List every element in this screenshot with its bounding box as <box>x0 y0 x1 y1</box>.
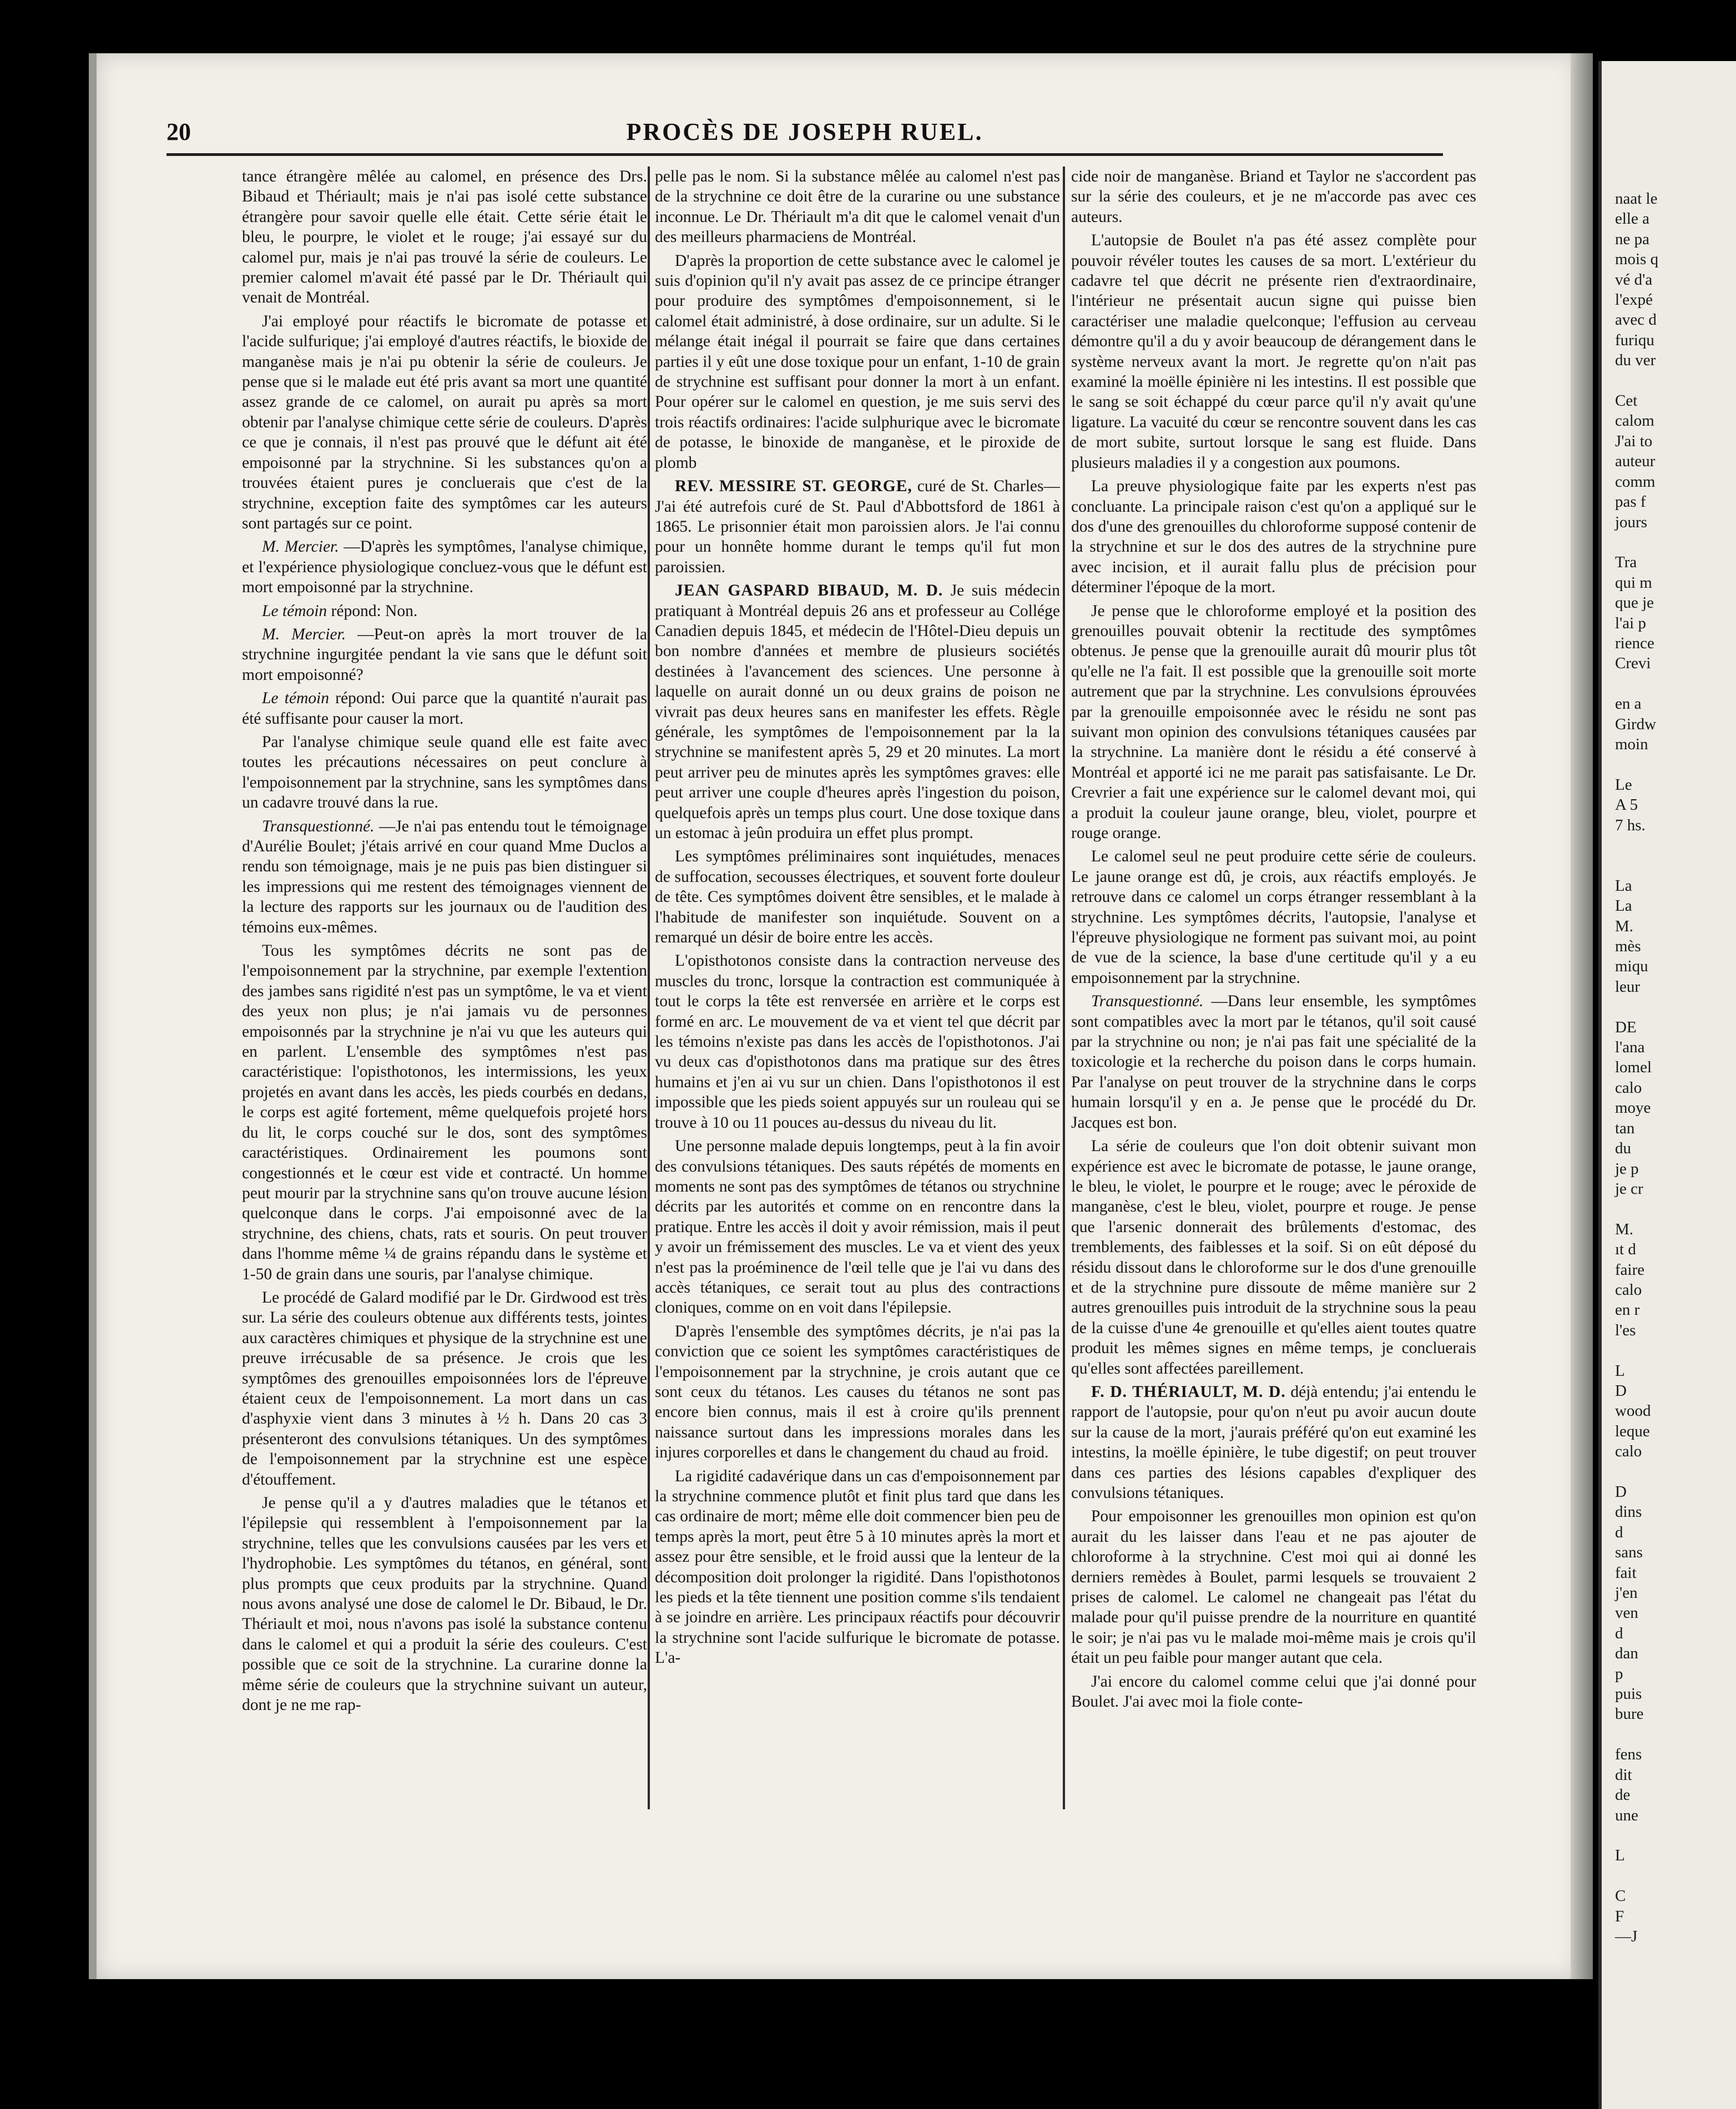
running-title: PROCÈS DE JOSEPH RUEL. <box>626 118 983 145</box>
column-3 <box>1071 167 1476 1832</box>
fragment-line: d <box>1615 1624 1623 1642</box>
fragment-line: faire <box>1615 1260 1645 1279</box>
fragment-line: Crevi <box>1615 654 1651 673</box>
fragment-line: qui m <box>1615 573 1652 592</box>
fragment-line: elle a <box>1615 210 1649 228</box>
paragraph-text: déjà entendu; j'ai entendu le rapport de l'autopsie, pour qu'on n'eut pu avoir aucun doute sur la cause de la mort, j'aurais préféré qu'on eut examiné les intestins, la moëlle épinière, le tube digestif; on peut trouver dans ces parties des lésions capables d'expliquer des convulsions tétaniques. <box>1071 1383 1476 1502</box>
fragment-line: du <box>1615 1139 1631 1158</box>
paragraph <box>655 581 1060 843</box>
paragraph <box>655 1466 1060 1668</box>
fragment-line: La <box>1615 897 1632 915</box>
paragraph-text: J'ai employé pour réactifs le bicromate de potasse et l'acide sulfurique; j'ai employé d'autres réactifs, le bioxide de manganèse mais je n'ai pu obtenir la série de couleurs. Je pense que si le malade eut été pris avant sa mort une quantité assez grande de ce calomel, on aurait pu après sa mort obtenir par l'analyse chimique cette série de couleurs. D'après ce que je connais, il n'est pas prouvé que le défunt ait été empoisonné par la strychnine. Si les substances qu'on a trouvées étaient pures je concluerais que c'est de la strychnine, exception faite des symptômes car les auteurs sont partagés sur ce point. <box>242 312 647 532</box>
fragment-line: sans <box>1615 1543 1643 1562</box>
fragment-line: je p <box>1615 1159 1639 1178</box>
fragment-line <box>1602 835 1736 855</box>
paragraph <box>655 951 1060 1133</box>
fragment-line: d <box>1615 1523 1623 1541</box>
fragment-line <box>1602 855 1736 875</box>
fragment-line: Girdw <box>1615 715 1657 733</box>
fragment-line: auteur <box>1615 452 1656 471</box>
fragment-line: jours <box>1615 513 1647 531</box>
paragraph-text: La série de couleurs que l'on doit obtenir suivant mon expérience est avec le bicromate de potasse, le jaune orange, le bleu, le violet, le pourpre et le rouge; avec le péroxide de manganèse, c'est le bleu, violet, pourpre et rouge. Je pense que l'arsenic donnerait des brûlements d'estomac, des tremblements, des faiblesses et la soif. Si on eût déposé du résidu dissout dans le chloroforme sur le dos d'une grenouille et de la strychnine pure dissoute de même manière sur 2 autres grenouilles puis introduit de la strychnine sous la peau de la cuisse d'une 4e grenouille et qu'elles aient toutes quatre produit les mêmes signes en même temps, je concluerais qu'elles sont affectées pareillement. <box>1071 1137 1476 1378</box>
page-header <box>166 118 1443 151</box>
fragment-line: calo <box>1615 1280 1642 1299</box>
fragment-line: vé d'a <box>1615 270 1653 289</box>
fragment-line <box>1602 1866 1736 1886</box>
paragraph <box>655 251 1060 473</box>
fragment-line: de <box>1615 1786 1631 1804</box>
paragraph <box>242 1288 647 1490</box>
fragment-line: dins <box>1615 1503 1642 1521</box>
adjacent-page-fragment <box>1598 61 1736 2109</box>
paragraph-text: Par l'analyse chimique seule quand elle est faite avec toutes les précautions nécessaires on peut conclure à l'empoisonnement par la strychnine, sans les symptômes dans un cadavre trouvé dans la rue. <box>242 733 647 812</box>
paragraph-text: Je suis médecin pratiquant à Montréal depuis 26 ans et professeur au Collége Canadien depuis 1845, et médecin de l'Hôtel-Dieu depuis un bon nombre d'années et membre de plusieurs sociétés destinées à l'avancement des sciences. Une personne à laquelle on aurait donné un ou deux grains de poison ne vivrait pas deux heures sans en manifester les effets. Règle générale, les symptômes de l'empoisonnement par la la strychnine se manifestent après 5, 29 et 20 minutes. La mort peut arriver peu de minutes après les symptômes graves: elle peut arriver une couple d'heures après l'ingestion du poison, quelquefois après un temps plus court. Une dose toxique dans un estomac à jeûn produira un effet plus prompt. <box>655 582 1060 842</box>
paragraph-text: Je pense que le chloroforme employé et la position des grenouilles pouvait obtenir la rectitude des symptômes obtenus. Je pense que la grenouille aurait dû mourir plus tôt qu'elle ne l'a fait. Il est possible que la grenouille soit morte autrement que par la strychnine. Les convulsions éprouvées par la grenouille empoisonnée avec le résidu ne sont pas suivant mon opinion des convulsions tétaniques causées par la strychnine. La manière dont le résidu a été conservé à Montréal et apporté ici ne me parait pas satisfaisante. Le Dr. Crevrier a fait une expérience sur le calomel devant moi, qui a produit la couleur jaune orange, bleu, violet, pourpre et rouge orange. <box>1071 602 1476 842</box>
fragment-line: mois q <box>1615 250 1659 269</box>
fragment-line: avec d <box>1615 311 1657 329</box>
column-divider <box>1063 167 1065 1809</box>
fragment-line <box>1602 1199 1736 1219</box>
paragraph <box>1071 230 1476 473</box>
fragment-line <box>1602 997 1736 1017</box>
paragraph-text: D'après l'ensemble des symptômes décrits, je n'ai pas la conviction que ce soient les symptômes caractéristiques de l'empoisonnement par la strychnine, je crois autant que ce sont ceux du tétanos. Les causes du tétanos ne sont pas encore bien connus, mais il est à croire qu'ils prennent naissance surtout dans les impressions morales dans les injures corporelles et dans le changement du chaud au froid. <box>655 1322 1060 1462</box>
paragraph-text: —Je n'ai pas entendu tout le témoignage d'Aurélie Boulet; j'étais arrivé en cour quand Mme Duclos a rendu son témoignage, mais je ne puis pas bien distinguer si les impressions qui me restent des témoignages viennent de la lecture des rapports sur les journaux ou de l'audition des témoins eux-mêmes. <box>242 817 647 936</box>
paragraph <box>1071 1136 1476 1379</box>
fragment-line: leur <box>1615 977 1641 996</box>
paragraph-text: Une personne malade depuis longtemps, peut à la fin avoir des convulsions tétaniques. Des sauts répétés de moments en moments ne sont pas des symptômes de tétanos ou strychnine décrits par les autorités et comme on en rencontre dans la pratique. Entre les accès il doit y avoir rémission, mais il peut y avoir un frémissement des muscles. Le va et vient des yeux n'est pas la proéminence de l'œil telle que je l'ai vu dans des accès tétaniques, ce serait tout au plus des contractions cloniques, comme on en voit dans l'épilepsie. <box>655 1137 1060 1317</box>
fragment-line: Le <box>1615 775 1632 794</box>
paragraph-text: —Peut-on après la mort trouver de la strychnine ingurgitée pendant la vie sans que le défunt soit mort empoisonné? <box>242 625 647 684</box>
fragment-line: comm <box>1615 472 1656 491</box>
paragraph-text: répond: Oui parce que la quantité n'aurait pas été suffisante pour causer la mort. <box>242 689 647 728</box>
speaker-label: Transquestionné. <box>1091 992 1204 1011</box>
paragraph-text: répond: Non. <box>331 602 418 620</box>
fragment-line: calo <box>1615 1442 1642 1461</box>
speaker-label: M. Mercier. <box>262 625 346 643</box>
fragment-line <box>1602 754 1736 774</box>
page-number: 20 <box>166 118 191 145</box>
paragraph <box>1071 846 1476 988</box>
speaker-label: M. Mercier. <box>262 538 339 556</box>
fragment-line: en a <box>1615 695 1642 713</box>
paragraph-text: Le calomel seul ne peut produire cette série de couleurs. Le jaune orange est dû, je crois, aux réactifs employés. Je retrouve dans ce calomel un corps étranger ressemblant à la strychnine. Les symptômes décrits, l'autopsie, l'analyse et l'épreuve physiologique ne forment pas suivant moi, au point de vue de la science, la base d'une certitude qu'il y a eu empoisonnement par la strychnine. <box>1071 847 1476 987</box>
paragraph <box>655 846 1060 947</box>
paragraph <box>655 167 1060 248</box>
fragment-line <box>1602 371 1736 391</box>
fragment-line: rience <box>1615 634 1654 652</box>
fragment-line: furiqu <box>1615 331 1654 349</box>
witness-name: F. D. THÉRIAULT, M. D. <box>1091 1383 1286 1401</box>
fragment-line: ne pa <box>1615 230 1649 248</box>
witness-name: JEAN GASPARD BIBAUD, M. D. <box>675 582 943 600</box>
fragment-line: du ver <box>1615 351 1656 370</box>
fragment-line: ıt d <box>1615 1240 1636 1259</box>
paragraph <box>1071 1672 1476 1712</box>
paragraph <box>655 1321 1060 1463</box>
fragment-line <box>1602 532 1736 552</box>
paragraph <box>1071 1382 1476 1503</box>
fragment-line: lomel <box>1615 1058 1652 1077</box>
fragment-line: wood <box>1615 1402 1651 1420</box>
fragment-line: une <box>1615 1806 1638 1824</box>
fragment-line: La <box>1615 876 1632 895</box>
paragraph <box>242 601 647 621</box>
column-1 <box>242 167 647 1832</box>
fragment-line: leque <box>1615 1422 1650 1440</box>
fragment-line <box>1602 1724 1736 1744</box>
header-rule <box>166 153 1443 156</box>
fragment-line: je cr <box>1615 1179 1643 1198</box>
fragment-line: F <box>1615 1907 1624 1925</box>
fragment-line: fait <box>1615 1563 1637 1582</box>
fragment-line: calo <box>1615 1078 1642 1097</box>
fragment-line <box>1602 1340 1736 1360</box>
paragraph-text: L'autopsie de Boulet n'a pas été assez complète pour pouvoir révéler toutes les causes de sa mort. L'extérieur du cadavre tel que décrit ne présente rien d'extraordinaire, l'intérieur ne présentait aucun signe qui puisse bien caractériser une maladie quelconque; l'effusion au cerveau démontre qu'il a du y avoir beaucoup de dérangement dans le système nerveux avant la mort. Je regrette qu'on n'ait pas examiné la moëlle épinière ni les intestins. Il est possible que le sang se soit échappé du cœur parce qu'il n'y avait qu'une ligature. La vacuité du cœur se rencontre souvent dans les cas de mort subite, surtout lorsque le sang est fluide. Dans plusieurs maladies il y a congestion aux poumons. <box>1071 231 1476 472</box>
fragment-line: A 5 <box>1615 796 1638 814</box>
paragraph <box>1071 167 1476 227</box>
fragment-line: D <box>1615 1381 1627 1400</box>
fragment-line: l'ai p <box>1615 614 1646 632</box>
paragraph <box>242 537 647 597</box>
fragment-line: Tra <box>1615 553 1637 572</box>
column-2 <box>655 167 1060 1832</box>
fragment-line: 7 hs. <box>1615 816 1646 834</box>
fragment-line: l'es <box>1615 1321 1636 1339</box>
fragment-line: miqu <box>1615 957 1648 976</box>
paragraph <box>242 167 647 308</box>
fragment-line: tan <box>1615 1119 1635 1137</box>
paragraph-text: Les symptômes préliminaires sont inquiétudes, menaces de suffocation, secousses électriques, et souvent forte douleur de tête. Ces symptômes doivent être sensibles, et le malade à l'habitude de manifester son inquiétude. Souvent on a remarqué un désir de boire entre les accès. <box>655 847 1060 947</box>
paragraph-text: D'après la proportion de cette substance avec le calomel je suis d'opinion qu'il n'y avait pas assez de ce principe étranger pour produire des symptômes d'empoisonnement, si le calomel était administré, à dose ordinaire, sur un adulte. Si le mélange était inégal il pourrait se faire que dans certaines parties il y eût une dose toxique pour un enfant, 1-10 de grain de strychnine est suffisant pour donner la mort à un enfant. Pour opérer sur le calomel en question, je me suis servi des trois réactifs ordinaires: l'acide sulphurique avec le bicromate de potasse, le binoxide de manganèse, et le piroxide de plomb <box>655 251 1060 472</box>
paragraph-text: Je pense qu'il a y d'autres maladies que le tétanos et l'épilepsie qui ressemblent à l'empoisonnement par la strychnine, telles que les convulsions causées par les vers et l'hydrophobie. Les symptômes du tétanos, en général, sont plus prompts que ceux produits par la strychnine. Quand nous avons analysé une dose de calomel le Dr. Bibaud, le Dr. Thériault et moi, nous n'avons pas isolé la substance contenu dans le calomel et qui a produit la série des couleurs. C'est possible que ce soit de la strychnine. La curarine donne la même série de couleurs que la strychnine suivant un auteur, dont je ne me rap- <box>242 1494 647 1714</box>
paragraph <box>655 476 1060 577</box>
paragraph-text: curé de St. Charles—J'ai été autrefois curé de St. Paul d'Abbottsford de 1861 à 1865. Le prisonnier était mon paroissien alors. Je l'ai connu pour un honnête homme durant le temps qu'il fut mon paroissien. <box>655 477 1060 576</box>
paragraph-text: Le procédé de Galard modifié par le Dr. Girdwood est très sur. La série des couleurs obtenue aux différents tests, jointes aux caractères chimiques et physique de la strychnine est une preuve irrécusable de sa présence. Je crois que les symptômes des grenouilles empoisonnées lors de l'épreuve étaient ceux de l'empoisonnement. La mort dans un cas d'asphyxie vient dans 3 minutes à ½ h. Dans 20 cas 3 présenteront des convulsions tétaniques. Un des symptômes de l'empoisonnement par la strychnine est une espèce d'étouffement. <box>242 1288 647 1489</box>
paragraph-text: cide noir de manganèse. Briand et Taylor ne s'accordent pas sur la série des couleurs, et je ne m'accorde pas avec ces auteurs. <box>1071 168 1476 226</box>
speaker-label: Le témoin <box>262 689 329 708</box>
fragment-line: l'expé <box>1615 291 1653 309</box>
fragment-line: bure <box>1615 1705 1644 1723</box>
fragment-line <box>1602 1825 1736 1845</box>
fragment-line: M. <box>1615 1220 1634 1238</box>
paragraph <box>242 624 647 685</box>
fragment-line: l'ana <box>1615 1038 1645 1057</box>
fragment-line: mès <box>1615 937 1641 956</box>
fragment-line: moye <box>1615 1099 1651 1117</box>
column-divider <box>648 167 650 1809</box>
fragment-line: pas f <box>1615 493 1646 511</box>
speaker-label: Le témoin <box>262 602 327 620</box>
speaker-label: Transquestionné. <box>262 817 375 835</box>
fragment-line: ven <box>1615 1604 1638 1622</box>
fragment-line: p <box>1615 1664 1623 1683</box>
fragment-line <box>1602 1462 1736 1482</box>
fragment-line: fens <box>1615 1745 1642 1764</box>
fragment-line: naat le <box>1615 190 1658 208</box>
paragraph <box>242 941 647 1284</box>
fragment-line: DE <box>1615 1018 1637 1036</box>
paragraph-text: La preuve physiologique faite par les experts n'est pas concluante. La principale raison c'est qu'on a appliqué sur le dos d'une des grenouilles du chloroforme supposé contenir de la strychnine et sur le dos des autres de la strychnine pure avec incision, et il aurait fallu plus de précision pour déterminer l'époque de la mort. <box>1071 477 1476 597</box>
fragment-line: en r <box>1615 1301 1640 1319</box>
fragment-line: Cet <box>1615 392 1638 410</box>
fragment-line <box>1602 674 1736 694</box>
paragraph <box>242 688 647 729</box>
fragment-line: moin <box>1615 735 1648 753</box>
paragraph <box>1071 601 1476 844</box>
paragraph-text: La rigidité cadavérique dans un cas d'empoisonnement par la strychnine commence plutôt et finit plus tard que dans les cas ordinaire de mort; même elle doit commencer bien peu de temps après la mort, peut être 5 à 10 minutes après la mort et assez pour être sensible, et le froid aussi que la lenteur de la décomposition doit prolonger la rigidité. Dans l'opisthotonos les pieds et la tête tiennent une position comme s'ils tendaient à se joindre en arrière. Les principaux réactifs pour découvrir la strychnine sont l'acide sulfurique le bicromate de potasse. L'a- <box>655 1467 1060 1667</box>
paragraph-text: L'opisthotonos consiste dans la contraction nerveuse des muscles du tronc, lorsque la contraction est communiquée à tout le corps la tête est renversée en arrière et le corps est formé en arc. Le mouvement de va et vient tel que décrit par les témoins n'existe pas dans les accès de l'opisthotonos. J'ai vu deux cas d'opisthotonos dans ma pratique sur des êtres humains et j'en ai vu sur un chien. Dans l'opisthotonos il est impossible que les pieds soient appuyés sur un rouleau qui se trouve à 10 ou 11 pouces au-dessus du niveau du lit. <box>655 952 1060 1132</box>
fragment-line: que je <box>1615 594 1654 612</box>
paragraph <box>1071 991 1476 1133</box>
fragment-line: D <box>1615 1483 1627 1501</box>
paragraph <box>655 1136 1060 1318</box>
paragraph <box>242 732 647 813</box>
paragraph <box>1071 476 1476 597</box>
paragraph-text: Tous les symptômes décrits ne sont pas de l'empoisonnement par la strychnine, par exemple l'extention des jambes sans rigidité n'est pas un symptôme, le va et vient des yeux non plus; je n'ai jamais vu de personnes empoisonnés par la strychnine je n'ai vu que les auteurs qui en parlent. L'ensemble des symptômes n'est pas caractéristique: l'opisthotonos, les intermissions, les yeux projetés en avant dans les accès, les pieds courbés en dedans, le corps est agité fortement, même quelquefois projeté hors du lit, le corps couché sur le dos, sont des symptômes caractéristiques. Ordinairement les poumons sont congestionnés et le cœur est vide et contracté. Un homme peut mourir par la strychnine sans qu'on trouve aucune lésion quelconque dans le corps. J'ai empoisonné avec de la strychnine, des chiens, chats, rats et souris. On peut trouver dans l'homme même ¼ de grains répandu dans le système et 1-50 de grain dans une souris, par l'analyse chimique. <box>242 942 647 1283</box>
fragment-line: C <box>1615 1887 1626 1905</box>
fragment-line: —J <box>1615 1927 1638 1945</box>
fragment-line: dit <box>1615 1765 1632 1784</box>
fragment-line: dan <box>1615 1644 1638 1663</box>
paragraph-text: —D'après les symptômes, l'analyse chimique, et l'expérience physiologique concluez-vous que le défunt est mort empoisonné par la strychnine. <box>242 538 647 597</box>
fragment-line: J'ai to <box>1615 432 1653 450</box>
paragraph <box>242 1493 647 1715</box>
paragraph-text: J'ai encore du calomel comme celui que j'ai donné pour Boulet. J'ai avec moi la fiole conte- <box>1071 1672 1476 1711</box>
paragraph-text: tance étrangère mêlée au calomel, en présence des Drs. Bibaud et Thériault; mais je n'ai pas isolé cette substance étrangère pour savoir quelle elle était. Cette série était le bleu, le pourpre, le violet et le rouge; j'ai essayé sur du calomel pur, mais je n'ai pas trouvé la série de couleurs. Le premier calomel m'avait été passé par le Dr. Thériault qui venait de Montréal. <box>242 168 647 307</box>
paragraph-text: Pour empoisonner les grenouilles mon opinion est qu'on aurait du les laisser dans l'eau et ne pas ajouter de chloroforme à la strychnine. C'est moi qui ai donné les derniers remèdes à Boulet, parmi lesquels se trouvaient 2 prises de calomel. Le calomel ne changeait pas l'état du malade pour qu'il puisse prendre de la nourriture en quantité le soir; je n'ai pas vu le malade moi-même mais je crois qu'il était un peu faible pour manger autant que cela. <box>1071 1507 1476 1667</box>
paragraph-text: pelle pas le nom. Si la substance mêlée au calomel n'est pas de la strychnine ce doit être de la curarine ou une substance inconnue. Le Dr. Thériault m'a dit que le calomel venait d'un des meilleurs pharmaciens de Montréal. <box>655 168 1060 246</box>
paragraph <box>242 311 647 533</box>
paragraph <box>242 816 647 937</box>
fragment-line: L <box>1615 1361 1625 1380</box>
fragment-line: j'en <box>1615 1584 1638 1602</box>
page-edge <box>1571 53 1593 1979</box>
paragraph-text: —Dans leur ensemble, les symptômes sont compatibles avec la mort par le tétanos, qu'il soit causé par la strychnine ou non; je n'ai pas fait une spécialité de la toxicologie et la recherche du poison dans le corps humain. Par l'analyse on peut trouver de la strychnine dans le corps humain lorsqu'il y en a. Je pense que le procédé du Dr. Jacques est bon. <box>1071 992 1476 1132</box>
fragment-line: calom <box>1615 412 1654 430</box>
fragment-line: L <box>1615 1846 1625 1865</box>
fragment-line: puis <box>1615 1685 1642 1703</box>
paragraph <box>1071 1506 1476 1668</box>
witness-name: REV. MESSIRE ST. GEORGE, <box>675 477 912 496</box>
fragment-line: M. <box>1615 917 1634 935</box>
